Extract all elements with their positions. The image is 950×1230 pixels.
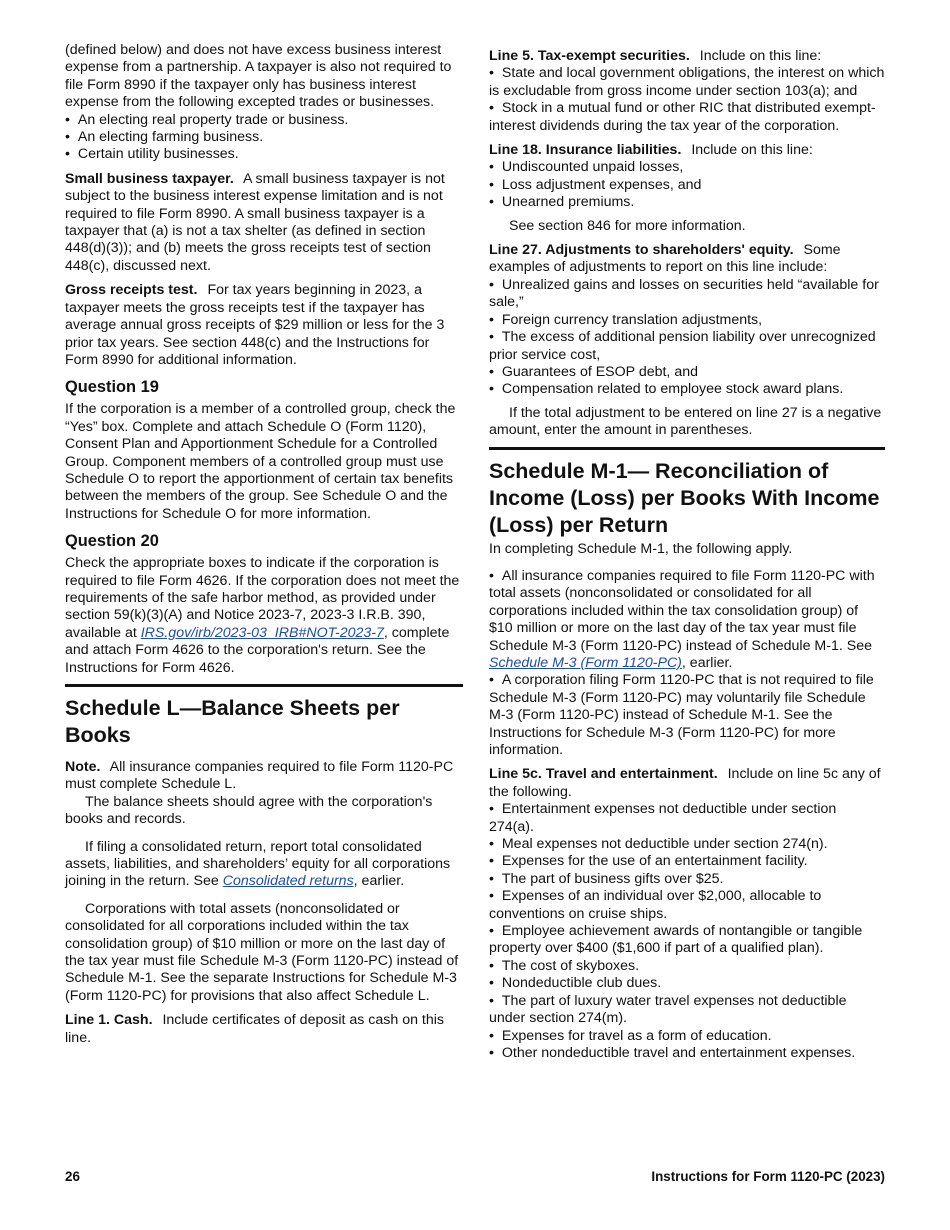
line-5c-list [489,801,885,1062]
list-item: • The part of business gifts over $25. [489,870,724,887]
list-item: • Expenses for travel as a form of education. [489,1027,772,1044]
list-item: • Foreign currency translation adjustments, [489,311,763,328]
list-item: • The part of luxury water travel expenses not deductible under section 274(m). [489,992,847,1027]
list-item: • Unearned premiums. [489,194,635,211]
m1-intro: In completing Schedule M-1, the following apply. [489,540,793,557]
list-item: • Undiscounted unpaid losses, [489,159,684,176]
list-item: • Entertainment expenses not deductible under section 274(a). [489,801,837,835]
list-item: • Other nondeductible travel and entertainment expenses. [489,1044,856,1061]
page-number: 26 [65,1169,80,1184]
note-label: Note. [65,759,101,775]
irb-notice-link[interactable]: IRS.gov/irb/2023-03_IRB#NOT-2023-7 [140,624,384,641]
small-business-paragraph: Small business taxpayer. A small business taxpayer is not subject to the business interest expense limitation and is not required to file Form 8990. A small business taxpayer is a taxpayer that (a) is not a tax shelter (as defined in section 448(d)(3)); and (b) meets the gross receipts test of section 448(c), discussed next. [65,170,445,274]
list-item: • The excess of additional pension liability over unrecognized prior service cost, [489,329,876,363]
line-18-see: See section 846 for more information. [509,217,746,234]
list-item: • Certain utility businesses. [65,146,239,163]
line-18-list [489,159,885,211]
balance-agree-paragraph: The balance sheets should agree with the corporation's books and records. [65,793,433,828]
list-item: • Employee achievement awards of nontangible or tangible property over $400 ($1,600 if part of a qualified plan). [489,923,863,957]
small-business-label: Small business taxpayer. [65,170,234,187]
consolidated-paragraph: If filing a consolidated return, report total consolidated assets, liabilities, and shareholders’ equity for all corporations joining in the return. See Consolidated returns, earlier. [65,838,451,890]
line-1-label: Line 1. Cash. [65,1012,153,1029]
line-18-paragraph: Line 18. Insurance liabilities. Include on this line: [489,142,813,159]
list-item: • Loss adjustment expenses, and [489,176,702,193]
list-item: • Nondeductible club dues. [489,975,662,992]
line-27-paragraph: Line 27. Adjustments to shareholders' equity. Some examples of adjustments to report on this line include: [489,242,841,276]
consolidated-returns-link[interactable]: Consolidated returns [222,873,354,890]
list-item: • Compensation related to employee stock award plans. [489,381,844,398]
section-divider [489,447,885,452]
corporations-paragraph: Corporations with total assets (nonconsolidated or consolidated for all corporations included within the tax consolidation group) of $10 million or more on the last day of the tax year must file Schedule M-3 (Form 1120-PC) instead of Schedule M-1. See the separate Instructions for Schedule M-3 (Form 1120-PC) for provisions that also affect Schedule L. [65,900,459,1004]
line-1-paragraph: Line 1. Cash. Include certificates of deposit as cash on this line. [65,1012,445,1046]
line-18-label: Line 18. Insurance liabilities. [489,142,682,159]
right-column [489,48,885,1062]
list-item: • An electing farming business. [65,129,264,146]
list-item: • An electing real property trade or business. [65,111,349,128]
line-27-list [489,277,885,399]
document-title: Instructions for Form 1120-PC (2023) [651,1169,885,1184]
line-5c-paragraph: Line 5c. Travel and entertainment. Include on line 5c any of the following. [489,766,881,800]
excepted-list [65,112,463,164]
list-item: • Stock in a mutual fund or other RIC that distributed exempt-interest dividends during the tax year of the corporation. [489,100,876,134]
section-divider [65,684,463,689]
left-column [65,42,463,1054]
note-paragraph: Note. All insurance companies required to file Form 1120-PC must complete Schedule L. [65,759,454,793]
question-19-text: If the corporation is a member of a controlled group, check the “Yes” box. Complete and attach Schedule O (Form 1120), Consent Plan and Apportionment Schedule for a Controlled Group. Component members of a controlled group must use Schedule O to report the apportionment of certain tax benefits between the members of the group. See Schedule O and the Instructions for Schedule O for more information. [65,401,456,522]
line-27-negative: If the total adjustment to be entered on line 27 is a negative amount, enter the amount in parentheses. [489,404,882,439]
gross-receipts-label: Gross receipts test. [65,282,198,299]
list-item: • Unrealized gains and losses on securities held “available for sale,” [489,276,879,311]
list-item: • Guarantees of ESOP debt, and [489,363,698,380]
m1-bullet-1: • All insurance companies required to file Form 1120-PC with total assets (nonconsolidated or consolidated for all corporations included within the tax consolidation group) of $10 million or more on the last day of the tax year must file Schedule M-3 (Form 1120-PC) instead of Schedule M-1. See Schedule M-3 (Form 1120-PC), earlier. [489,567,875,671]
gross-receipts-paragraph: Gross receipts test. For tax years beginning in 2023, a taxpayer meets the gross receipts test if the taxpayer has average annual gross receipts of $29 million or less for the 3 prior tax years. See section 448(c) and the Instructions for Form 8990 for additional information. [65,282,445,368]
line-27-label: Line 27. Adjustments to shareholders' equity. [489,242,794,259]
m1-bullet-2: • A corporation filing Form 1120-PC that is not required to file Schedule M-3 (Form 1120-PC) may voluntarily file Schedule M-3 (Form 1120-PC) instead of Schedule M-1. See the Instructions for Schedule M-3 (Form 1120-PC) for more information. [489,672,874,758]
list-item: • Meal expenses not deductible under section 274(n). [489,836,828,853]
question-20-heading: Question 20 [65,532,159,551]
intro-paragraph: (defined below) and does not have excess business interest expense from a partnership. A taxpayer is also not required to file Form 8990 if the taxpayer only has business interest expense from the following excepted trades or businesses. [65,42,452,111]
question-20-text: Check the appropriate boxes to indicate if the corporation is required to file Form 4626. If the corporation does not meet the requirements of the safe harbor method, as provided under section 59(k)(3)(A) and Notice 2023-7, 2023-3 I.R.B. 390, available at IRS.gov/irb/2023-03_IRB#NOT-2023-7, complete and attach Form 4626 to the corporation's return. See the Instructions for Form 4626. [65,555,460,676]
line-5c-label: Line 5c. Travel and entertainment. [489,766,718,783]
list-item: • Expenses for the use of an entertainment facility. [489,853,808,870]
list-item: • The cost of skyboxes. [489,957,640,974]
list-item: • State and local government obligations, the interest on which is excludable from gross income under section 103(a); and [489,65,885,99]
schedule-m3-link[interactable]: Schedule M-3 (Form 1120-PC) [489,654,682,671]
schedule-m1-heading: Schedule M-1— Reconciliation of Income (Loss) per Books With Income (Loss) per Return [489,458,880,537]
question-19-heading: Question 19 [65,378,159,397]
line-5-label: Line 5. Tax-exempt securities. [489,48,690,64]
line-5-list [489,65,885,135]
list-item: • Expenses of an individual over $2,000, allocable to conventions on cruise ships. [489,888,822,922]
schedule-l-heading: Schedule L—Balance Sheets per Books [65,696,400,747]
line-5-paragraph: Line 5. Tax-exempt securities. Include on this line: [489,48,822,64]
